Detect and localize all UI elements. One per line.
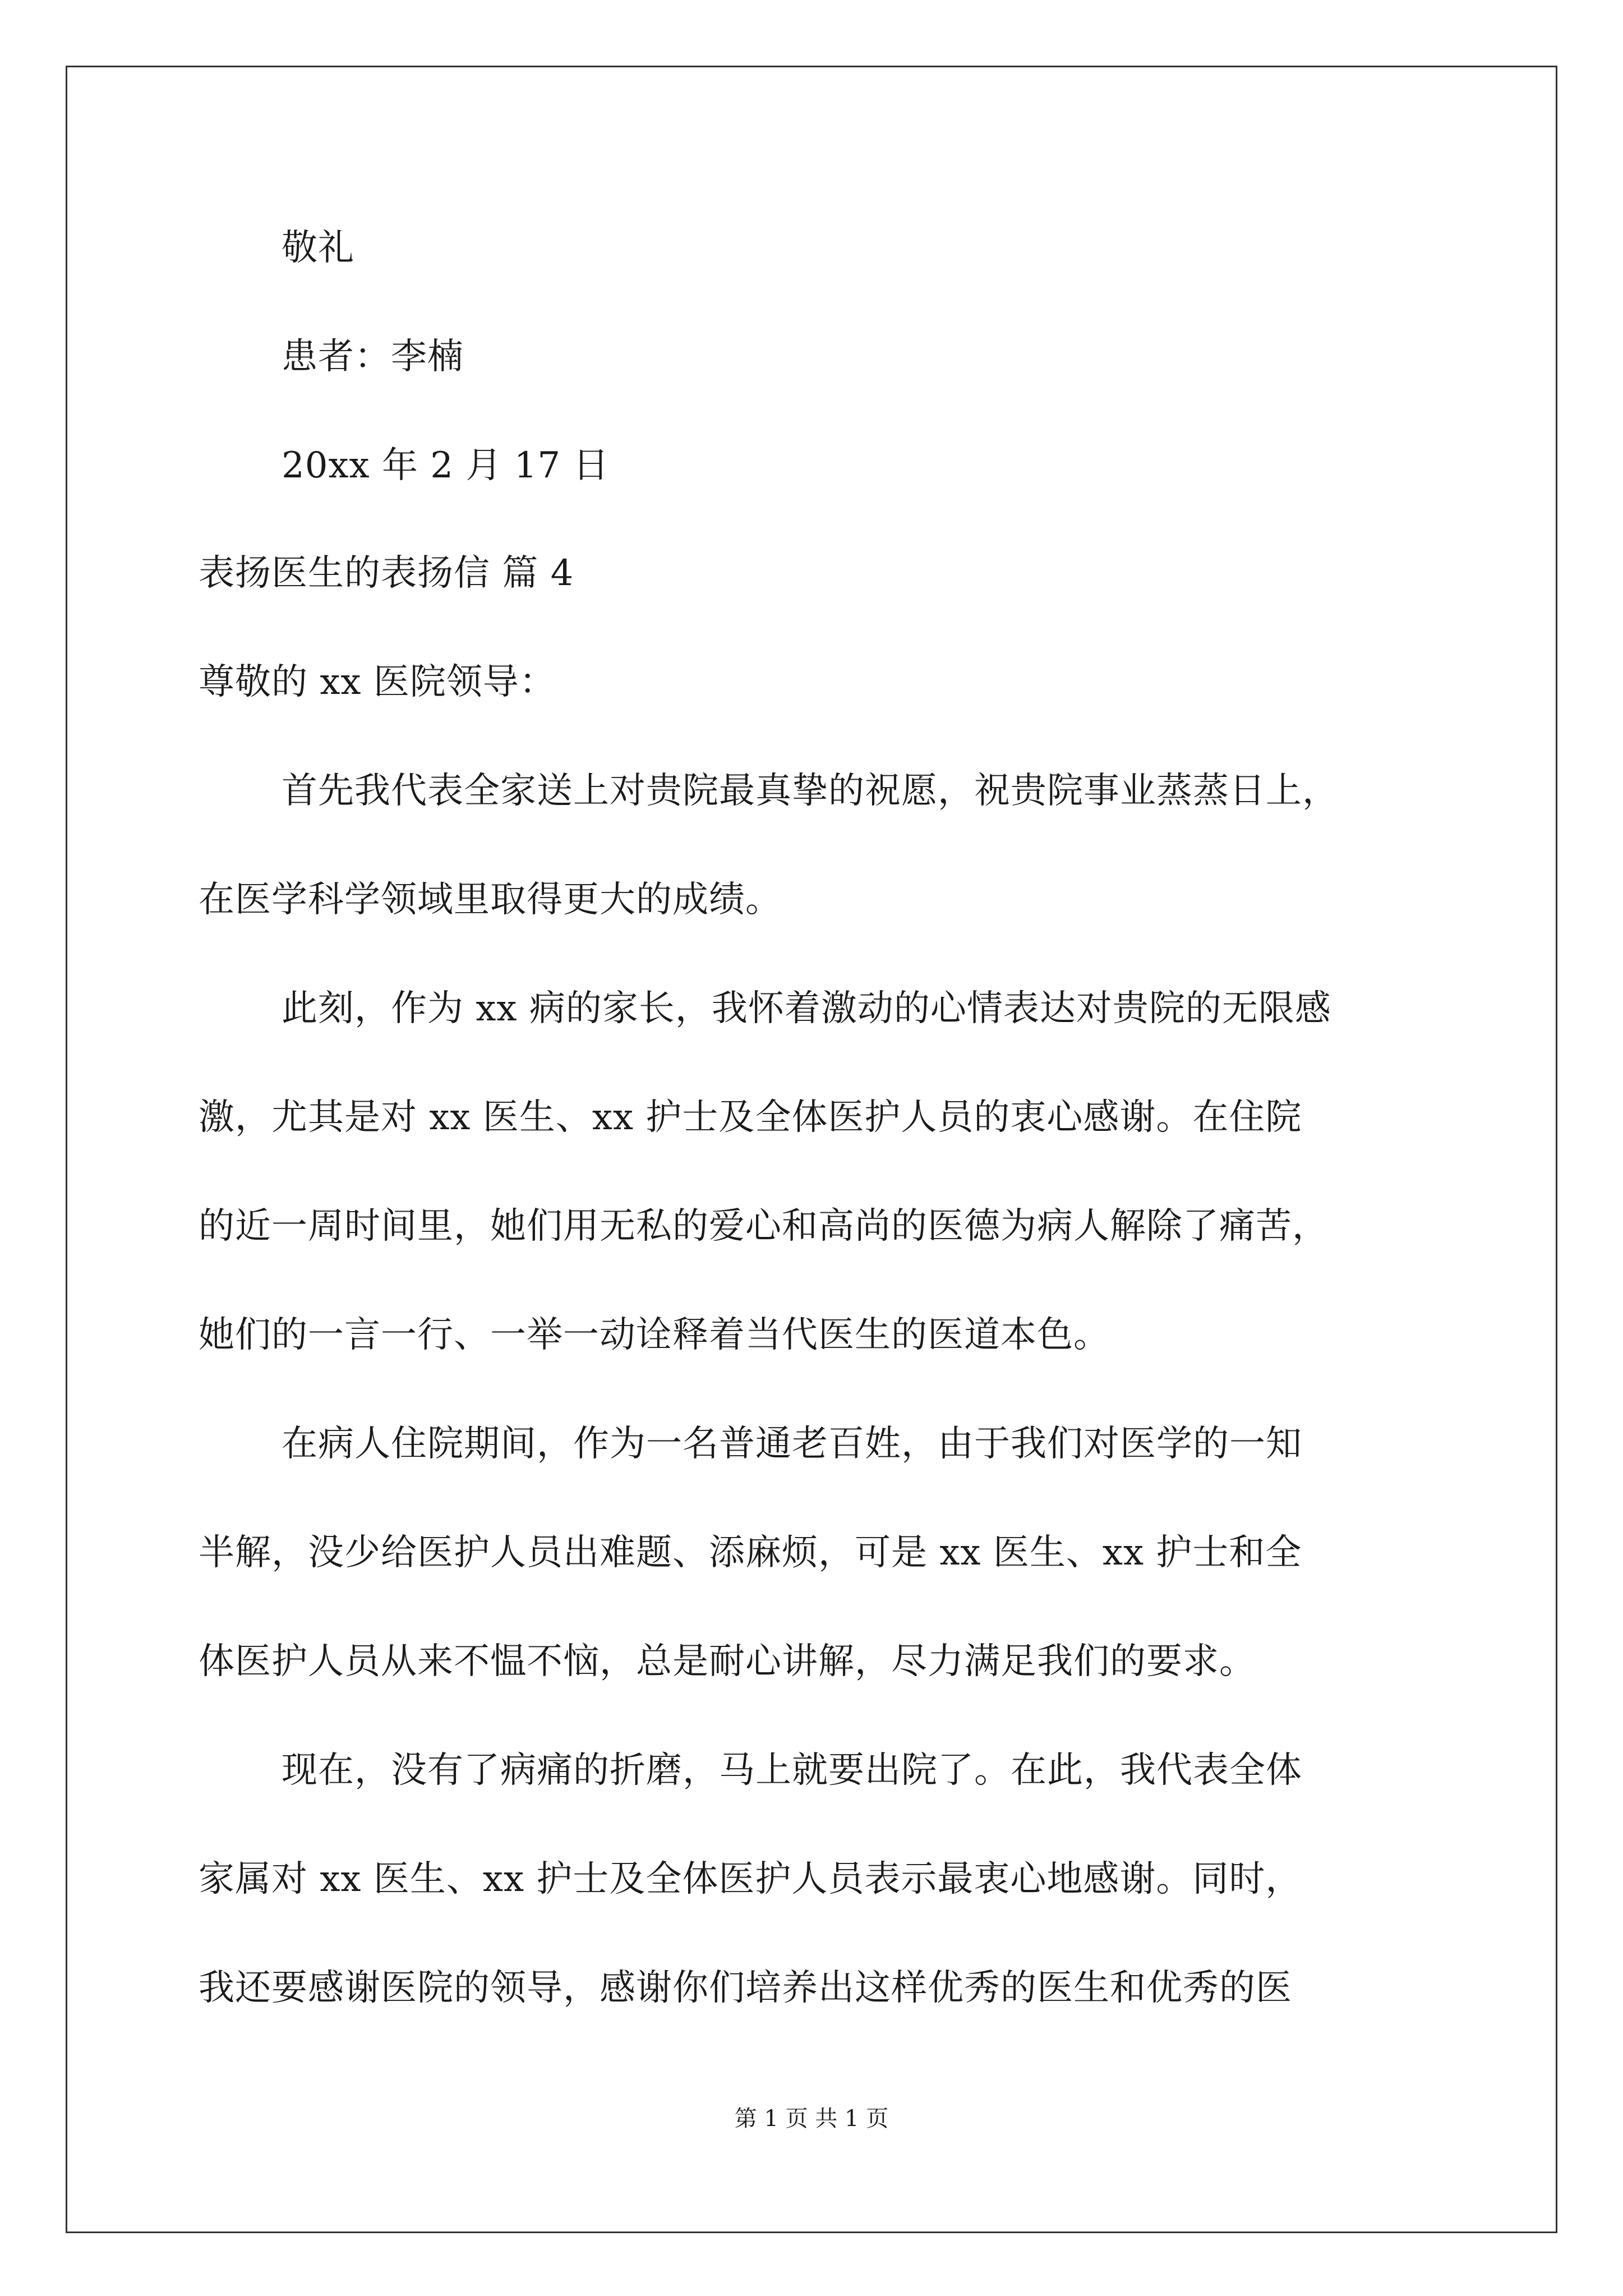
page-number-footer: 第 1 页 共 1 页 (734, 2106, 889, 2132)
paragraph-2-line-4: 她们的一言一行、一举一动诠释着当代医生的医道本色。 (199, 1314, 1110, 1356)
section-heading: 表扬医生的表扬信 篇 4 (199, 553, 574, 594)
signature-line: 患者：李楠 (282, 336, 464, 378)
paragraph-3-line-2: 半解，没少给医护人员出难题、添麻烦，可是 xx 医生、xx 护士和全 (199, 1532, 1302, 1573)
page-border (66, 66, 1557, 2233)
paragraph-2-line-2: 激，尤其是对 xx 医生、xx 护士及全体医护人员的衷心感谢。在住院 (199, 1097, 1302, 1138)
paragraph-4-line-2: 家属对 xx 医生、xx 护士及全体医护人员表示最衷心地感谢。同时， (199, 1858, 1302, 1900)
paragraph-1-line-2: 在医学科学领域里取得更大的成绩。 (199, 879, 782, 921)
paragraph-3-line-3: 体医护人员从来不愠不恼，总是耐心讲解，尽力满足我们的要求。 (199, 1641, 1256, 1682)
paragraph-2-line-1: 此刻，作为 xx 病的家长，我怀着激动的心情表达对贵院的无限感 (282, 988, 1331, 1029)
greeting-line: 尊敬的 xx 医院领导： (199, 661, 556, 703)
paragraph-1-line-1: 首先我代表全家送上对贵院最真挚的祝愿，祝贵院事业蒸蒸日上， (282, 770, 1339, 812)
closing-salute: 敬礼 (282, 227, 354, 269)
paragraph-4-line-3: 我还要感谢医院的领导，感谢你们培养出这样优秀的医生和优秀的医 (199, 1967, 1292, 2009)
paragraph-2-line-3: 的近一周时间里，她们用无私的爱心和高尚的医德为病人解除了痛苦， (199, 1205, 1329, 1247)
paragraph-3-line-1: 在病人住院期间，作为一名普通老百姓，由于我们对医学的一知 (282, 1423, 1302, 1465)
paragraph-4-line-1: 现在，没有了病痛的折磨，马上就要出院了。在此，我代表全体 (282, 1750, 1302, 1791)
date-line: 20xx 年 2 月 17 日 (282, 445, 610, 486)
